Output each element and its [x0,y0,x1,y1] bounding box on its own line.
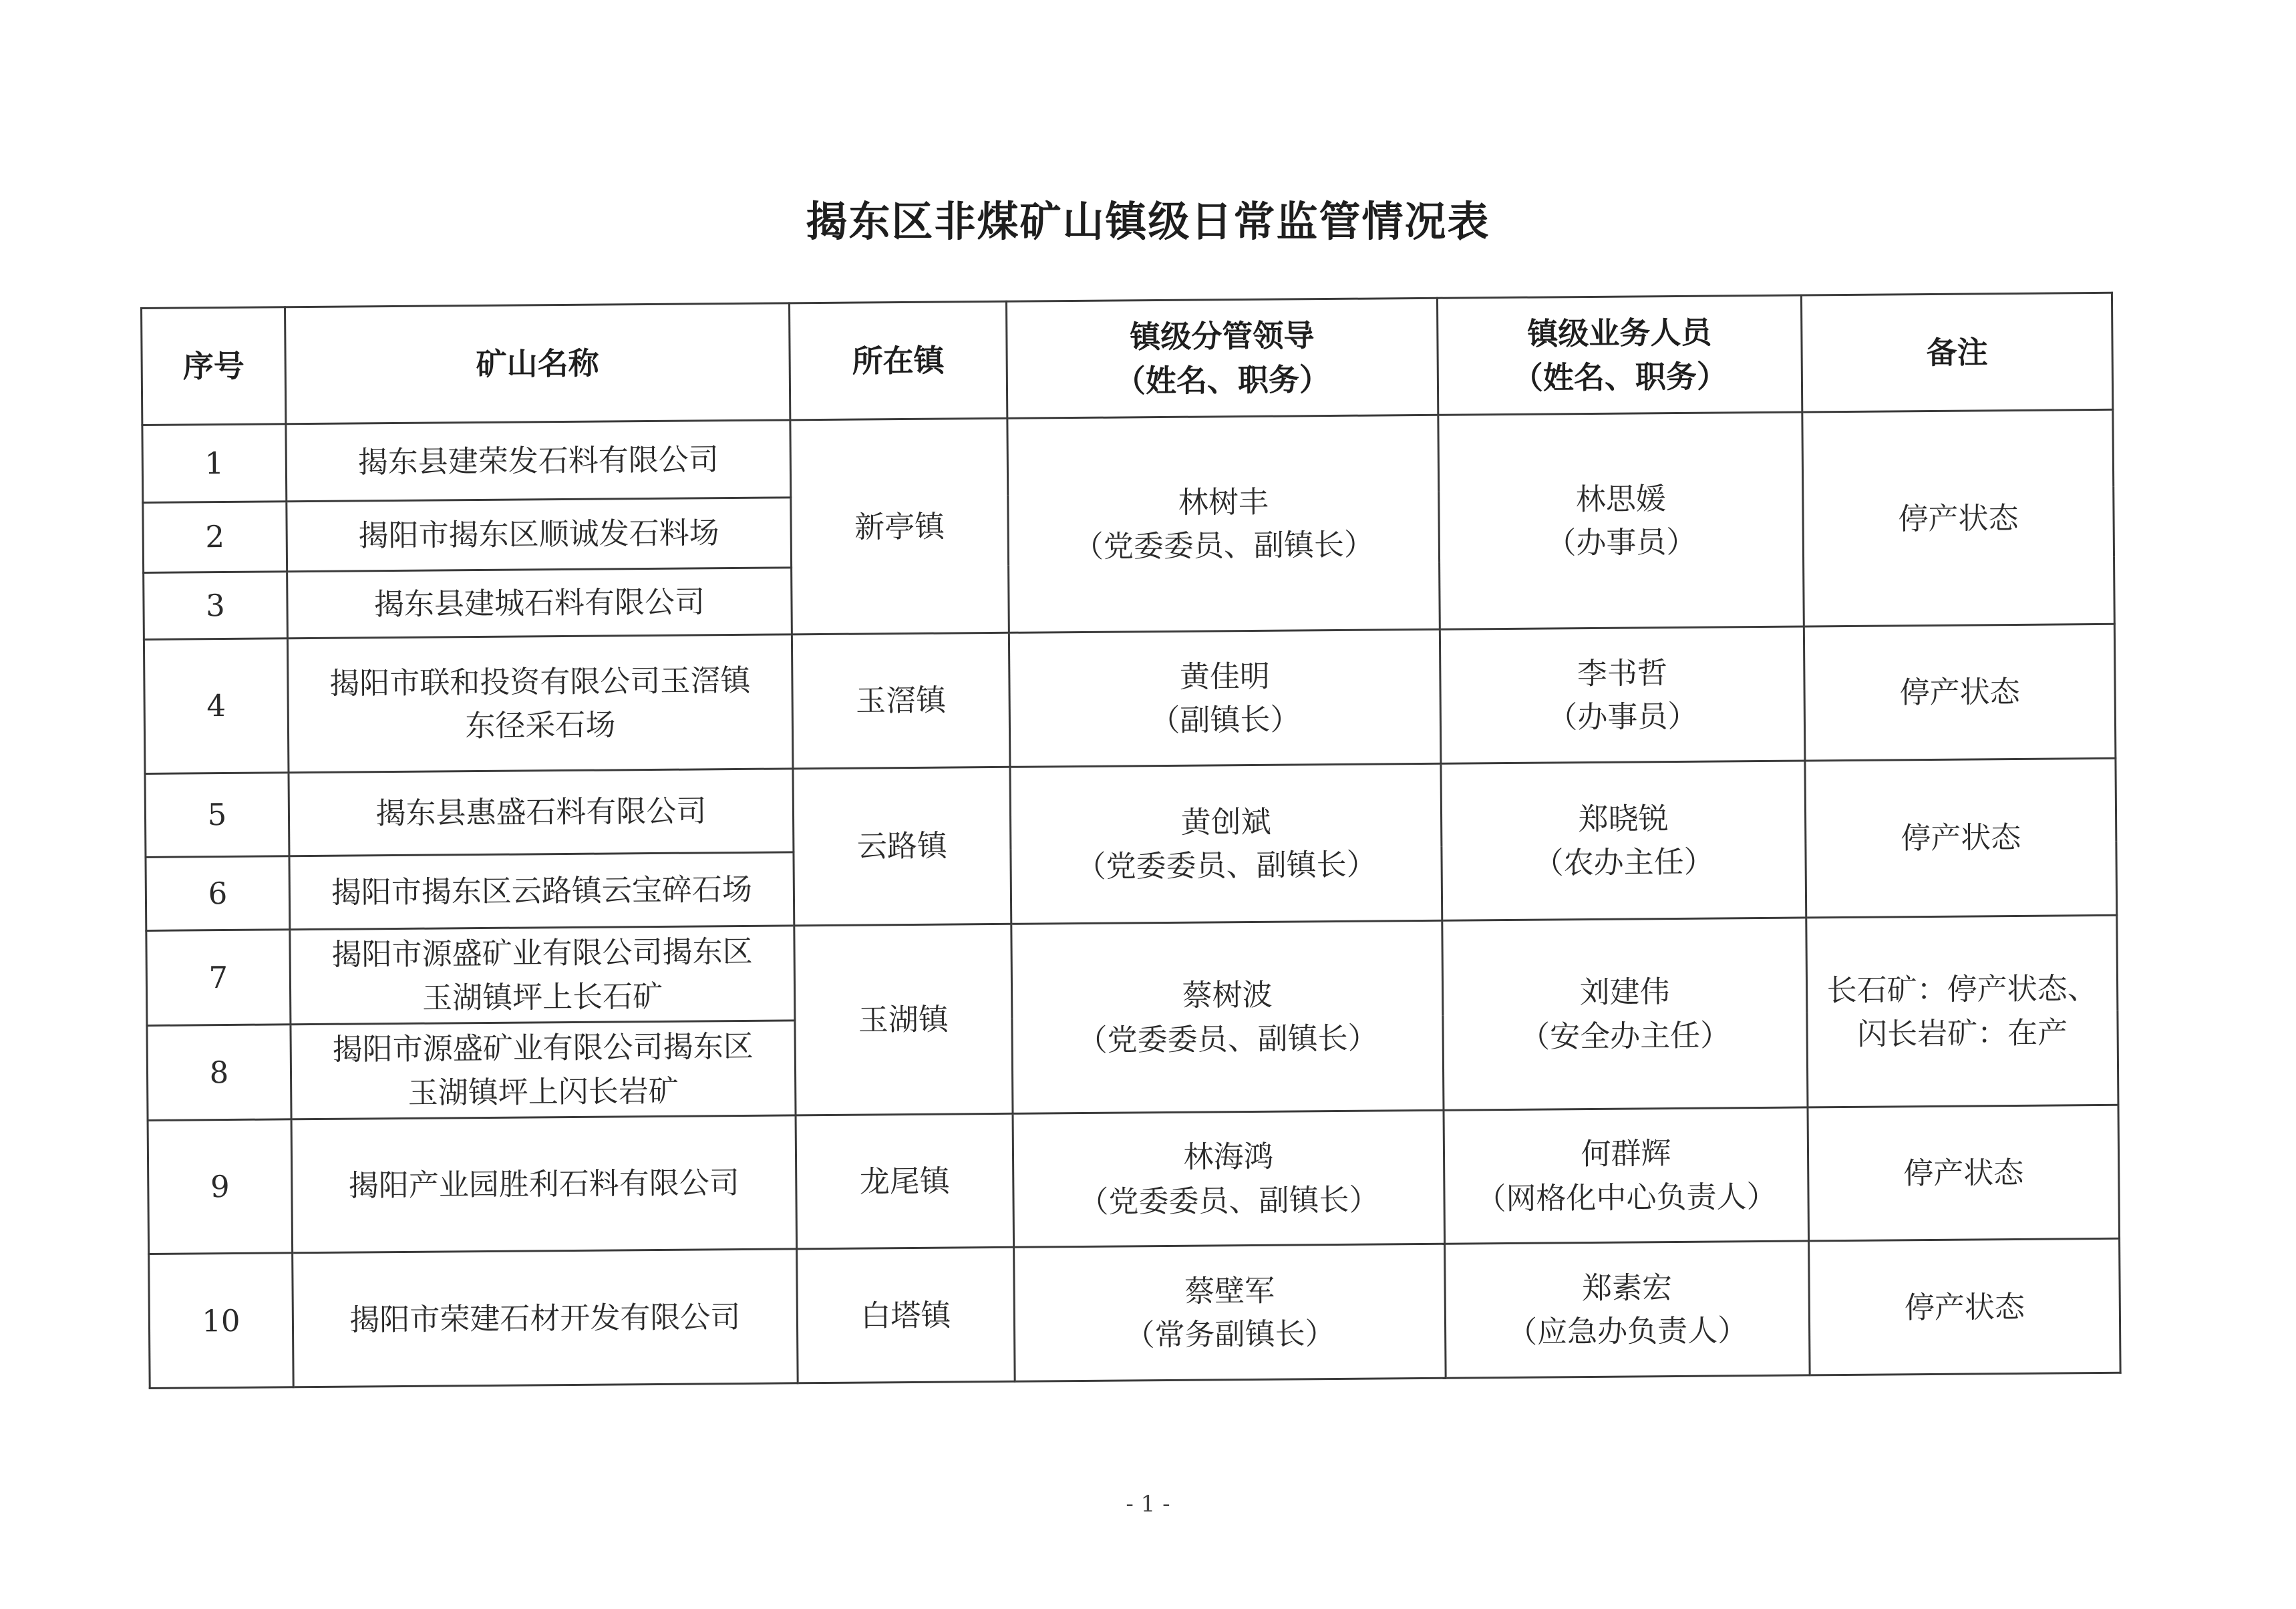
leader-title: （党委委员、副镇长） [1077,1020,1378,1058]
row-no: 3 [144,572,288,640]
staff-title: （办事员） [1547,698,1698,735]
staff-name: 何群辉 [1581,1135,1671,1172]
staff-cell [1445,1241,1810,1378]
remark-cell: 停产状态 [1805,758,2117,918]
mine-name-line1: 揭阳市源盛矿业有限公司揭东区 [332,1029,754,1068]
mine-name-line1: 揭阳市源盛矿业有限公司揭东区 [331,934,753,973]
mine-name: 揭东县惠盛石料有限公司 [289,769,794,856]
mine-name-line2: 玉湖镇坪上闪长岩矿 [407,1073,679,1111]
header-remark: 备注 [1801,293,2112,412]
supervision-table [140,292,2122,1389]
mine-name: 揭东县建城石料有限公司 [287,568,792,639]
mine-name-line2: 东径采石场 [465,707,616,744]
row-no: 4 [144,639,289,773]
page-number: - 1 - [1126,1491,1170,1517]
row-no: 10 [149,1253,294,1388]
remark-cell: 停产状态 [1804,624,2116,760]
header-town-leader [1006,298,1438,418]
leader-title: （副镇长） [1150,701,1301,739]
leader-name: 黄创斌 [1180,803,1271,840]
staff-name: 李书哲 [1577,655,1668,691]
staff-name: 郑晓锐 [1578,800,1669,837]
table-header-row [142,293,2113,425]
row-no: 9 [148,1119,293,1254]
remark-cell: 停产状态 [1808,1105,2120,1241]
staff-cell [1440,627,1805,763]
town-cell: 龙尾镇 [796,1113,1014,1249]
header-staff-line1: 镇级业务人员 [1527,314,1712,352]
mine-name-line2: 玉湖镇坪上长石矿 [422,978,663,1016]
remark-cell: 停产状态 [1809,1239,2121,1375]
table-row [145,758,2116,857]
staff-cell [1438,412,1804,629]
row-no: 1 [142,424,287,502]
mine-name: 揭阳市荣建石材开发有限公司 [293,1249,798,1387]
row-no: 8 [147,1025,291,1121]
row-no: 7 [146,930,291,1026]
staff-name: 郑素宏 [1581,1269,1673,1306]
leader-name: 林树丰 [1178,484,1269,520]
mine-name: 揭东县建荣发石料有限公司 [286,420,791,501]
town-cell: 白塔镇 [797,1248,1015,1383]
table-row [149,1239,2120,1389]
header-staff-line2: （姓名、职务） [1512,358,1728,397]
town-cell: 新亭镇 [790,419,1009,635]
staff-title: （农办主任） [1533,844,1714,881]
town-cell: 玉湖镇 [794,924,1013,1115]
leader-name: 蔡树波 [1182,977,1273,1014]
town-cell: 云路镇 [793,767,1011,926]
header-town-staff [1437,295,1802,415]
staff-title: （应急办负责人） [1506,1312,1748,1351]
staff-name: 刘建伟 [1579,974,1670,1011]
header-mine-name: 矿山名称 [285,303,790,424]
leader-cell [1013,1110,1445,1248]
staff-title: （网格化中心负责人） [1476,1178,1777,1216]
staff-title: （安全办主任） [1519,1017,1731,1055]
staff-cell [1444,1107,1809,1244]
remark-line2: 闪长岩矿：在产 [1856,1014,2068,1052]
town-cell: 玉滘镇 [792,633,1010,768]
mine-name [291,1021,796,1119]
leader-title: （党委委员、副镇长） [1076,846,1377,884]
staff-title: （办事员） [1546,524,1697,561]
header-leader-line1: 镇级分管领导 [1130,317,1315,355]
leader-cell [1011,920,1444,1113]
header-leader-line2: （姓名、职务） [1114,361,1331,399]
row-no: 5 [145,772,289,857]
header-no: 序号 [142,307,286,425]
table-row [144,624,2115,773]
leader-title: （常务副镇长） [1124,1316,1335,1353]
table-row [142,410,2114,502]
leader-cell [1007,415,1440,633]
remark-cell [1806,916,2118,1107]
leader-name: 蔡壁军 [1184,1272,1275,1309]
leader-title: （党委委员、副镇长） [1073,526,1375,565]
mine-name: 揭阳产业园胜利石料有限公司 [291,1115,797,1253]
leader-cell [1014,1244,1446,1382]
mine-name: 揭阳市揭东区顺诚发石料场 [287,498,792,572]
row-no: 6 [146,856,290,931]
staff-cell [1442,918,1808,1110]
remark-cell: 停产状态 [1802,410,2115,627]
mine-name [290,926,795,1025]
table-row [146,916,2118,1026]
page-title: 揭东区非煤矿山镇级日常监管情况表 [806,197,1490,246]
mine-name-line1: 揭阳市联和投资有限公司玉滘镇 [329,662,751,701]
row-no: 2 [143,501,287,572]
leader-name: 林海鸿 [1183,1139,1274,1176]
leader-title: （党委委员、副镇长） [1078,1182,1379,1220]
leader-cell [1010,763,1442,924]
staff-cell [1441,761,1806,921]
mine-name [287,635,793,772]
table-row [148,1105,2119,1254]
header-town: 所在镇 [789,301,1007,420]
leader-cell [1009,629,1441,767]
remark-line1: 长石矿：停产状态、 [1826,970,2098,1009]
staff-name: 林思媛 [1575,481,1667,518]
leader-name: 黄佳明 [1179,658,1271,695]
mine-name: 揭阳市揭东区云路镇云宝碎石场 [289,852,794,930]
